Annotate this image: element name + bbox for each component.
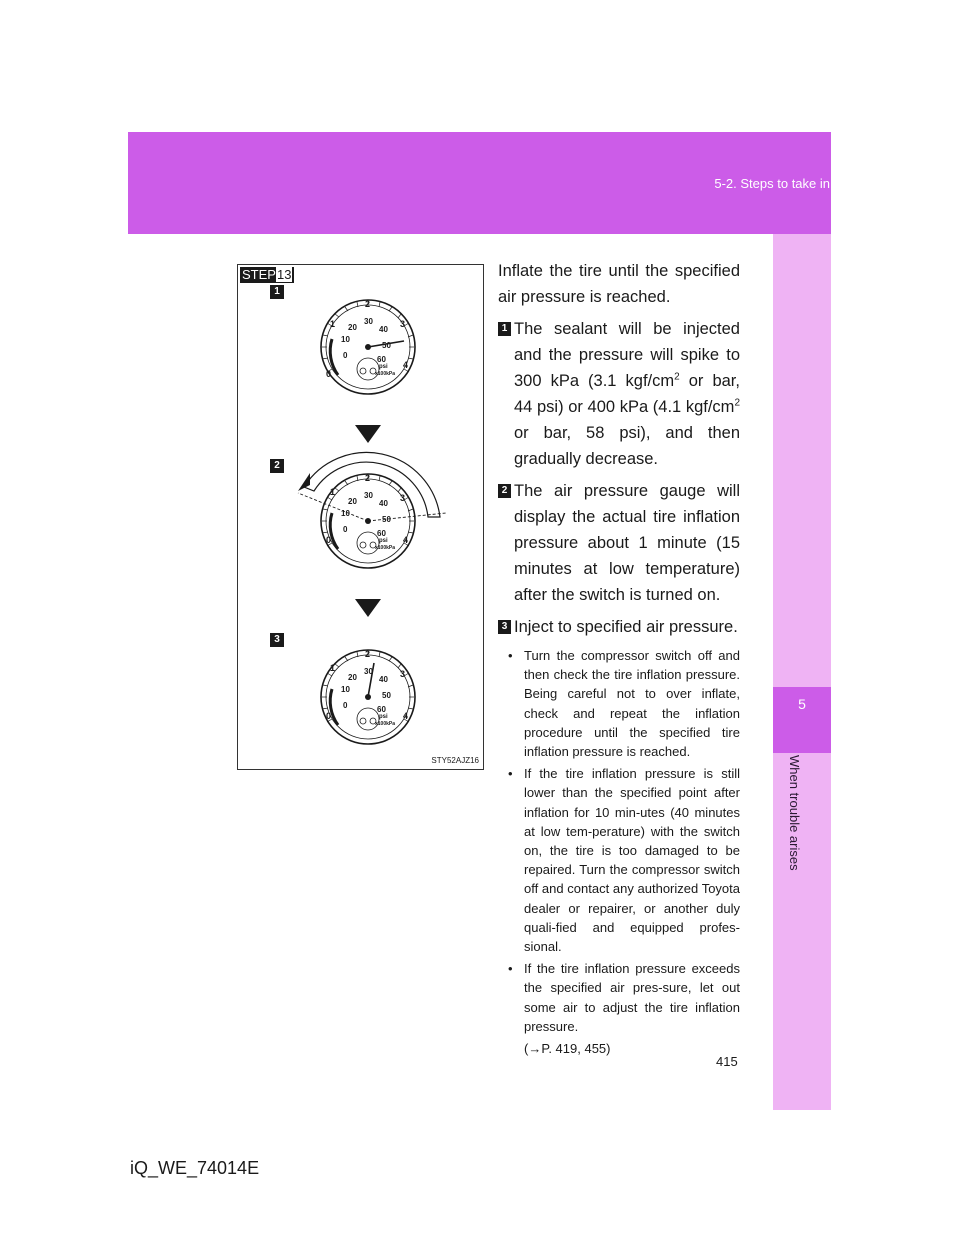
bullet-item: • If the tire inflation pressure is still lower than the specified point after inflation for 10 min-utes (40 minutes at low tem-perature) with the switch on, the tire is too damaged to be repaired. Turn the compressor switch off and contact any authorized Toyota dealer or repairer, or another duly quali-fied and equipped profes-sional. <box>514 764 740 956</box>
intro-paragraph: Inflate the tire until the specified air pressure is reached. <box>498 262 740 306</box>
instruction-text <box>498 258 740 1058</box>
page-reference-link[interactable]: (→P. 419, 455) <box>524 1041 611 1057</box>
item-1-text-a: The sealant will be injected and the pressure will spike to 300 kPa (3.1 kgf/cm <box>514 320 740 390</box>
gauge-1 <box>321 300 415 394</box>
chapter-number-tab[interactable]: 5 <box>773 687 831 753</box>
step-number: 13 <box>276 267 292 282</box>
item-2-text: The air pressure gauge will display the actual tire inflation pressure about 1 minute (15 minutes at low temperature) after the switch is turned on. <box>514 482 740 604</box>
page-number: 415 <box>716 1054 738 1069</box>
step-item-3 <box>498 614 740 640</box>
arrow-down-icon <box>355 425 381 443</box>
gauge-figure: STEP13 1 2 3 0 1 2 3 4 0 10 20 30 40 50 60 psi x100kPa 0 1 2 3 4 0 10 20 30 40 50 60 psi x100kPa 0 1 2 3 4 0 10 20 30 40 50 60 psi x100kPa STY52AJZ16 <box>237 264 484 770</box>
chapter-label <box>773 755 831 892</box>
section-title: 5-2. Steps to take in an emergency <box>714 176 916 191</box>
chapter-side-tab <box>773 234 831 1110</box>
arrow-down-icon <box>355 599 381 617</box>
item-marker-3: 3 <box>498 620 511 634</box>
figure-marker-2: 2 <box>270 459 284 473</box>
bullet-item: • If the tire inflation pressure exceeds the specified air pres-sure, let out some air to adjust the tire inflation pressure. <box>514 959 740 1036</box>
figure-marker-1: 1 <box>270 285 284 299</box>
gauge-2 <box>298 452 446 568</box>
document-code: iQ_WE_74014E <box>130 1158 260 1178</box>
step-item-2 <box>498 478 740 608</box>
gauge-drawings <box>238 265 485 771</box>
item-1-text-c: or bar, 58 psi), and then gradually decrease. <box>514 424 740 468</box>
chapter-label-text: When trouble arises <box>787 755 802 871</box>
bullet-item: • Turn the compressor switch off and then check the tire inflation pressure. Being careful not to over inflate, check and repeat the inflation procedure until the specified tire inflation pressure is reached. <box>514 646 740 761</box>
step-item-1 <box>498 316 740 472</box>
item-3-text: Inject to specified air pressure. <box>514 618 738 636</box>
figure-marker-3: 3 <box>270 633 284 647</box>
item-marker-1: 1 <box>498 322 511 336</box>
item-1-sup-b: 2 <box>734 397 740 409</box>
step-prefix: STEP <box>242 267 276 282</box>
item-marker-2: 2 <box>498 484 511 498</box>
item-1-text-b: or bar, 44 psi) or 400 kPa (4.1 kgf/cm <box>514 372 740 416</box>
figure-code: STY52AJZ16 <box>431 756 479 765</box>
bullet-list <box>498 646 740 1036</box>
gauge-3 <box>321 650 415 744</box>
item-1-sup-a: 2 <box>674 371 680 383</box>
